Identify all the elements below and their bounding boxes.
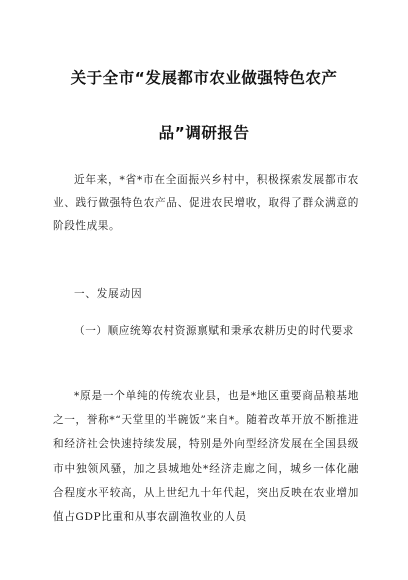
- document-title-line-1: 关于全市“发展都市农业做强特色农产: [70, 69, 338, 87]
- document-title-line-2: 品”调研报告: [158, 124, 250, 142]
- intro-paragraph: 近年来，*省*市在全面振兴乡村中，积极探索发展都市农业、践行做强特色农产品、促进农民增收，取得了群众满意的阶段性成果。: [53, 174, 359, 232]
- body-paragraph: *原是一个单纯的传统农业县，也是*地区重要商品粮基地之一，誉称*“天堂里的半碗饭”来自*。随着改革开放不断推进和经济社会快速持续发展，特别是外向型经济发展在全国县级市中独领风骚，加之县城地处*经济走廊之间，城乡一体化融合程度水平较高，从上世纪九十年代起，突出反映在农业增加值占GDP比重和从事农副渔牧业的人员: [53, 390, 359, 524]
- section-heading: 一、发展动因: [74, 288, 143, 300]
- subsection-heading: （一）顺应统筹农村资源禀赋和秉承农耕历史的时代要求: [74, 325, 354, 337]
